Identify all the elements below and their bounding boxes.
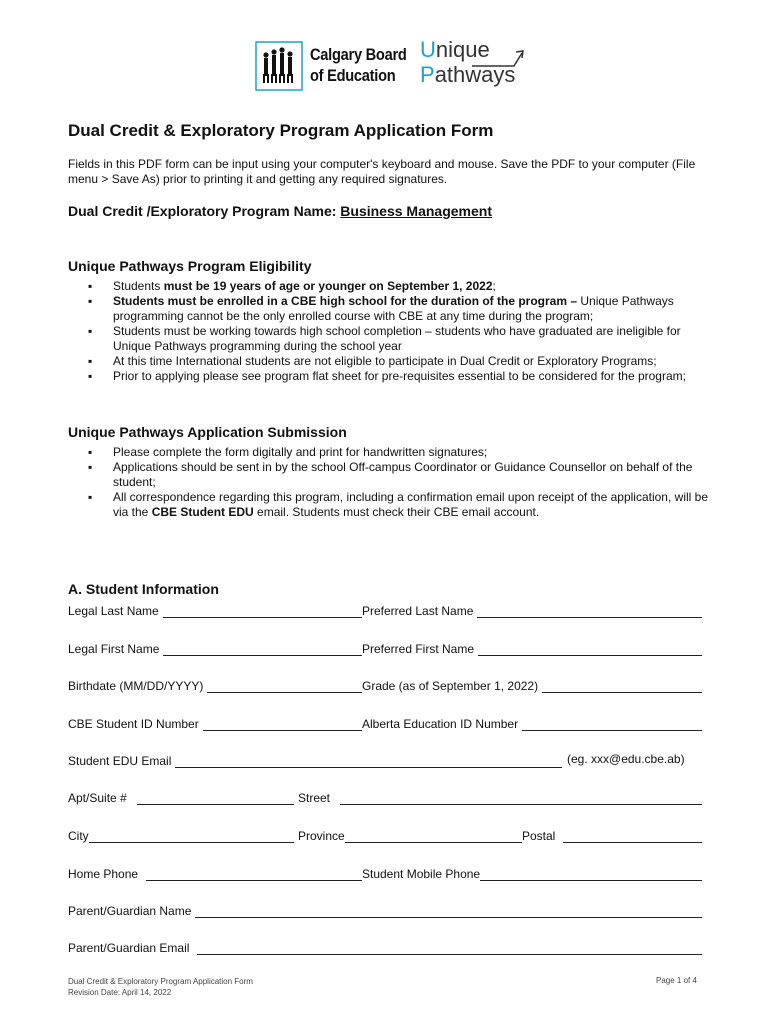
preferred-first-name-label: Preferred First Name (362, 642, 475, 656)
footer (68, 976, 253, 998)
guardian-name-row (68, 902, 702, 918)
student-mobile-phone-field[interactable] (362, 865, 702, 881)
cbe-logo-text (310, 44, 407, 86)
name-row-last (68, 602, 702, 618)
cbe-student-id-label: CBE Student ID Number (68, 717, 199, 731)
province-input[interactable] (345, 830, 522, 843)
city-input[interactable] (89, 830, 294, 843)
address-row (68, 789, 702, 805)
apt-suite-input[interactable] (137, 792, 294, 805)
id-row (68, 715, 702, 731)
guardian-name-field[interactable] (68, 902, 702, 918)
unique-pathways-logo (420, 39, 525, 91)
legal-first-name-label: Legal First Name (68, 642, 160, 656)
eligibility-list (88, 279, 708, 384)
birth-grade-row (68, 677, 702, 693)
home-phone-input[interactable] (146, 868, 362, 881)
page-title: Dual Credit & Exploratory Program Application Form (68, 121, 494, 140)
city-label: City (68, 829, 89, 843)
list-item-post-text: ; (492, 279, 496, 293)
birthdate-field[interactable] (68, 677, 362, 693)
grade-input[interactable] (542, 680, 702, 693)
up-logo-line1-rest: nique (435, 37, 490, 62)
preferred-last-name-field[interactable] (362, 602, 702, 618)
guardian-name-label: Parent/Guardian Name (68, 904, 192, 918)
list-item-pre-text: Prior to applying please see program flat sheet for pre-requisites essential to be considered for the program; (113, 369, 686, 383)
list-item (88, 445, 708, 460)
birthdate-input[interactable] (207, 680, 362, 693)
legal-last-name-input[interactable] (163, 605, 362, 618)
cbe-logo-line2: of Education (310, 66, 396, 85)
list-item-bold-text: must be 19 years of age or younger on September 1, 2022 (163, 279, 493, 293)
home-phone-field[interactable] (68, 865, 362, 881)
edu-email-hint: (eg. xxx@edu.cbe.ab) (567, 752, 685, 766)
submission-list (88, 445, 708, 520)
legal-first-name-input[interactable] (163, 643, 362, 656)
student-mobile-phone-label: Student Mobile Phone (362, 867, 481, 881)
header-logos (255, 37, 525, 92)
street-label: Street (298, 791, 331, 805)
student-edu-email-field[interactable] (68, 752, 562, 768)
list-item-pre-text: Students must be working towards high school completion – students who have graduated are ineligible for Unique Pathways programming during the school year (113, 324, 681, 353)
list-item (88, 279, 708, 294)
postal-input[interactable] (563, 830, 702, 843)
student-info-heading: A. Student Information (68, 580, 219, 597)
cbe-logo-line1: Calgary Board (310, 45, 407, 64)
alberta-id-input[interactable] (522, 718, 702, 731)
grade-field[interactable] (362, 677, 702, 693)
list-item-pre-text: All correspondence regarding this program, including a confirmation email upon receipt of the application, will be via the (113, 490, 708, 519)
email-row (68, 752, 702, 768)
preferred-first-name-field[interactable] (362, 640, 702, 656)
list-item-pre-text: Students (113, 279, 164, 293)
postal-field[interactable] (522, 827, 702, 843)
list-item (88, 460, 708, 490)
program-name-line (68, 203, 492, 219)
preferred-first-name-input[interactable] (478, 643, 702, 656)
legal-last-name-label: Legal Last Name (68, 604, 159, 618)
page-number: Page 1 of 4 (656, 976, 697, 985)
name-row-first (68, 640, 702, 656)
student-edu-email-label: Student EDU Email (68, 754, 172, 768)
alberta-id-field[interactable] (362, 715, 702, 731)
birthdate-label: Birthdate (MM/DD/YYYY) (68, 679, 204, 693)
student-mobile-phone-input[interactable] (480, 868, 702, 881)
apt-suite-field[interactable] (68, 789, 294, 805)
province-label: Province (298, 829, 345, 843)
alberta-id-label: Alberta Education ID Number (362, 717, 519, 731)
list-item-post-text: email. Students must check their CBE email account. (253, 505, 540, 519)
phone-row (68, 865, 702, 881)
preferred-last-name-input[interactable] (477, 605, 702, 618)
list-item (88, 324, 708, 354)
city-row (68, 827, 702, 843)
list-item-pre-text: Applications should be sent in by the school Off-campus Coordinator or Guidance Counsellor on behalf of the student; (113, 460, 693, 489)
list-item (88, 369, 708, 384)
cbe-student-id-input[interactable] (203, 718, 362, 731)
footer-revision-date: Revision Date: April 14, 2022 (68, 988, 172, 997)
program-name-value[interactable]: Business Management (340, 203, 493, 219)
cbe-logo-icon (255, 41, 303, 91)
list-item-pre-text: At this time International students are not eligible to participate in Dual Credit or Exploratory Programs; (113, 354, 657, 368)
footer-form-title: Dual Credit & Exploratory Program Application Form (68, 977, 253, 986)
program-name-label: Dual Credit /Exploratory Program Name: (68, 203, 341, 219)
home-phone-label: Home Phone (68, 867, 139, 881)
guardian-name-input[interactable] (195, 905, 702, 918)
list-item (88, 294, 708, 324)
list-item-bold-text: CBE Student EDU (151, 505, 254, 519)
up-logo-lead-u: U (420, 37, 436, 62)
legal-last-name-field[interactable] (68, 602, 362, 618)
submission-heading: Unique Pathways Application Submission (68, 424, 347, 440)
up-logo-line2-rest: athways (434, 62, 516, 87)
legal-first-name-field[interactable] (68, 640, 362, 656)
guardian-email-input[interactable] (197, 942, 702, 955)
pathway-arrow-icon (470, 47, 525, 71)
student-edu-email-input[interactable] (175, 755, 562, 768)
eligibility-heading: Unique Pathways Program Eligibility (68, 258, 312, 274)
apt-suite-label: Apt/Suite # (68, 791, 127, 805)
guardian-email-field[interactable] (68, 939, 702, 955)
street-field[interactable] (298, 789, 702, 805)
up-logo-lead-p: P (420, 62, 435, 87)
preferred-last-name-label: Preferred Last Name (362, 604, 474, 618)
cbe-student-id-field[interactable] (68, 715, 362, 731)
list-item-post-text: Unique Pathways programming cannot be the only enrolled course with CBE at any time during the program; (113, 294, 674, 323)
list-item-bold-text: Students must be enrolled in a CBE high school for the duration of the program – (113, 294, 581, 308)
list-item (88, 354, 708, 369)
guardian-email-row (68, 939, 702, 955)
province-field[interactable] (298, 827, 522, 843)
list-item-pre-text: Please complete the form digitally and print for handwritten signatures; (113, 445, 488, 459)
grade-label: Grade (as of September 1, 2022) (362, 679, 539, 693)
city-field[interactable] (68, 827, 294, 843)
postal-label: Postal (522, 829, 556, 843)
list-item (88, 490, 708, 520)
street-input[interactable] (340, 792, 702, 805)
intro-text: Fields in this PDF form can be input using your computer's keyboard and mouse. Save the PDF to your computer (File menu > Save As) prior to printing it and getting any required signatures. (68, 157, 696, 186)
guardian-email-label: Parent/Guardian Email (68, 941, 190, 955)
